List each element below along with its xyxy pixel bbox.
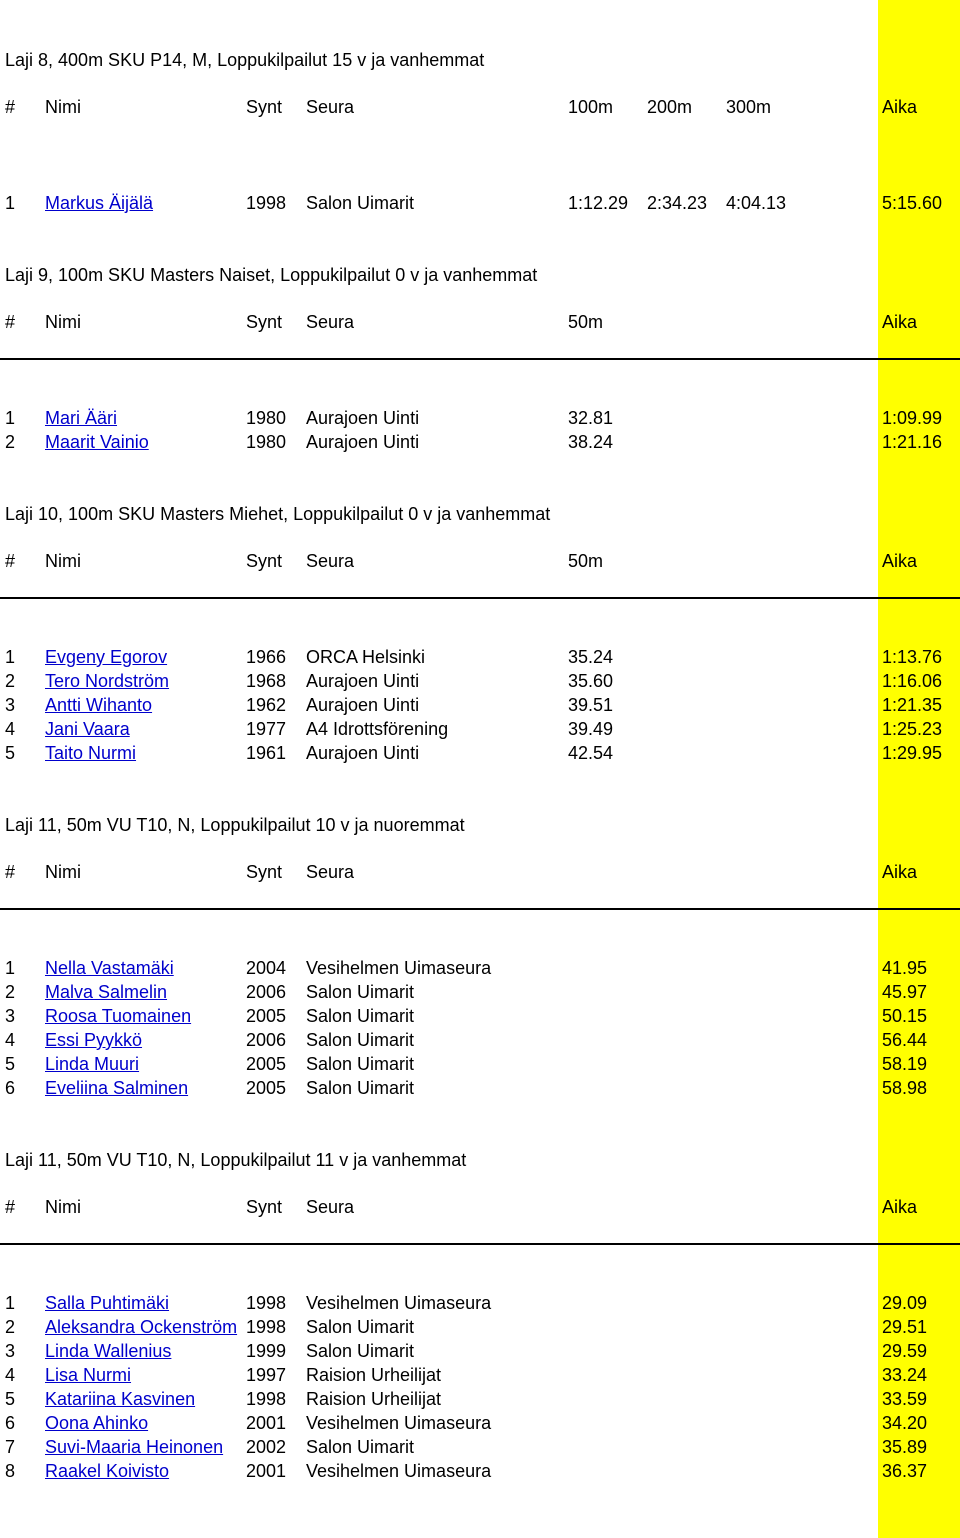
swimmer-name-link[interactable]: Eveliina Salminen — [45, 1078, 189, 1098]
row-time: 41.95 — [882, 958, 928, 978]
row-club: Vesihelmen Uimaseura — [306, 1413, 492, 1433]
row-year: 1999 — [246, 1341, 287, 1361]
row-club: Vesihelmen Uimaseura — [306, 1461, 492, 1481]
row-year: 2005 — [246, 1054, 287, 1074]
row-year: 1998 — [246, 193, 287, 213]
row-year: 2004 — [246, 958, 287, 978]
row-place: 1 — [5, 647, 16, 667]
row-club: Aurajoen Uinti — [306, 408, 420, 428]
row-year: 1961 — [246, 743, 287, 763]
row-year: 1977 — [246, 719, 287, 739]
header-time: Aika — [882, 862, 918, 882]
row-split: 39.49 — [568, 719, 614, 739]
header-time: Aika — [882, 312, 918, 332]
header-time: Aika — [882, 1197, 918, 1217]
row-place: 5 — [5, 1054, 16, 1074]
row-time: 34.20 — [882, 1413, 928, 1433]
header-divider — [0, 597, 960, 599]
header-divider — [0, 358, 960, 360]
row-year: 1998 — [246, 1317, 287, 1337]
row-club: Salon Uimarit — [306, 1030, 415, 1050]
header-name: Nimi — [45, 1197, 81, 1217]
row-year: 1998 — [246, 1293, 287, 1313]
swimmer-name-link[interactable]: Katariina Kasvinen — [45, 1389, 196, 1409]
row-split: 38.24 — [568, 432, 614, 452]
row-time: 5:15.60 — [882, 193, 943, 213]
row-place: 8 — [5, 1461, 16, 1481]
swimmer-name-link[interactable]: Oona Ahinko — [45, 1413, 149, 1433]
row-year: 1998 — [246, 1389, 287, 1409]
row-place: 6 — [5, 1413, 16, 1433]
row-place: 2 — [5, 982, 16, 1002]
header-club: Seura — [306, 862, 355, 882]
header-place: # — [5, 312, 16, 332]
row-club: Salon Uimarit — [306, 1078, 415, 1098]
row-place: 6 — [5, 1078, 16, 1098]
row-club: Aurajoen Uinti — [306, 432, 420, 452]
header-split: 300m — [726, 97, 772, 117]
swimmer-name-link[interactable]: Malva Salmelin — [45, 982, 168, 1002]
row-year: 1980 — [246, 408, 287, 428]
row-place: 1 — [5, 193, 16, 213]
row-time: 1:21.16 — [882, 432, 943, 452]
header-divider — [0, 1243, 960, 1245]
row-year: 1968 — [246, 671, 287, 691]
row-split: 42.54 — [568, 743, 614, 763]
event-title: Laji 11, 50m VU T10, N, Loppukilpailut 10 v ja nuoremmat — [5, 815, 465, 835]
row-split: 35.24 — [568, 647, 614, 667]
row-time: 29.09 — [882, 1293, 928, 1313]
header-name: Nimi — [45, 97, 81, 117]
row-time: 36.37 — [882, 1461, 928, 1481]
row-time: 29.51 — [882, 1317, 928, 1337]
event-section — [0, 502, 960, 765]
row-club: Vesihelmen Uimaseura — [306, 1293, 492, 1313]
header-year: Synt — [246, 862, 283, 882]
swimmer-name-link[interactable]: Roosa Tuomainen — [45, 1006, 192, 1026]
row-place: 4 — [5, 1030, 16, 1050]
header-name: Nimi — [45, 551, 81, 571]
row-time: 1:13.76 — [882, 647, 943, 667]
row-club: Salon Uimarit — [306, 1437, 415, 1457]
swimmer-name-link[interactable]: Suvi-Maaria Heinonen — [45, 1437, 224, 1457]
row-club: ORCA Helsinki — [306, 647, 426, 667]
header-year: Synt — [246, 551, 283, 571]
row-place: 3 — [5, 1341, 16, 1361]
row-split: 4:04.13 — [726, 193, 787, 213]
header-place: # — [5, 551, 16, 571]
event-title: Laji 8, 400m SKU P14, M, Loppukilpailut 15 v ja vanhemmat — [5, 50, 485, 70]
row-time: 29.59 — [882, 1341, 928, 1361]
row-place: 5 — [5, 1389, 16, 1409]
event-title: Laji 11, 50m VU T10, N, Loppukilpailut 11 v ja vanhemmat — [5, 1150, 467, 1170]
swimmer-name-link[interactable]: Antti Wihanto — [45, 695, 153, 715]
row-time: 35.89 — [882, 1437, 928, 1457]
swimmer-name-link[interactable]: Lisa Nurmi — [45, 1365, 132, 1385]
row-place: 4 — [5, 1365, 16, 1385]
row-club: Aurajoen Uinti — [306, 743, 420, 763]
header-split: 200m — [647, 97, 693, 117]
header-year: Synt — [246, 1197, 283, 1217]
header-place: # — [5, 1197, 16, 1217]
row-split: 32.81 — [568, 408, 614, 428]
header-time: Aika — [882, 97, 918, 117]
row-year: 2001 — [246, 1461, 287, 1481]
swimmer-name-link[interactable]: Salla Puhtimäki — [45, 1293, 170, 1313]
header-club: Seura — [306, 551, 355, 571]
row-place: 2 — [5, 432, 16, 452]
row-club: Raision Urheilijat — [306, 1389, 442, 1409]
swimmer-name-link[interactable]: Taito Nurmi — [45, 743, 137, 763]
row-time: 1:09.99 — [882, 408, 943, 428]
header-time: Aika — [882, 551, 918, 571]
header-year: Synt — [246, 312, 283, 332]
row-time: 1:21.35 — [882, 695, 943, 715]
row-club: Aurajoen Uinti — [306, 695, 420, 715]
event-title: Laji 10, 100m SKU Masters Miehet, Loppukilpailut 0 v ja vanhemmat — [5, 504, 551, 524]
row-time: 50.15 — [882, 1006, 928, 1026]
swimmer-name-link[interactable]: Essi Pyykkö — [45, 1030, 143, 1050]
header-split: 100m — [568, 97, 614, 117]
event-section — [0, 1148, 960, 1483]
row-place: 3 — [5, 1006, 16, 1026]
row-time: 45.97 — [882, 982, 928, 1002]
row-time: 33.24 — [882, 1365, 928, 1385]
row-year: 2006 — [246, 1030, 287, 1050]
row-year: 2002 — [246, 1437, 287, 1457]
swimmer-name-link[interactable]: Jani Vaara — [45, 719, 130, 739]
row-place: 1 — [5, 408, 16, 428]
row-year: 1966 — [246, 647, 287, 667]
row-year: 2006 — [246, 982, 287, 1002]
header-club: Seura — [306, 97, 355, 117]
row-club: Salon Uimarit — [306, 1341, 415, 1361]
row-time: 58.19 — [882, 1054, 928, 1074]
row-time: 33.59 — [882, 1389, 928, 1409]
row-club: Salon Uimarit — [306, 193, 415, 213]
row-split: 39.51 — [568, 695, 614, 715]
row-place: 1 — [5, 958, 16, 978]
row-club: Vesihelmen Uimaseura — [306, 958, 492, 978]
row-year: 2005 — [246, 1078, 287, 1098]
header-divider — [0, 908, 960, 910]
swimmer-name-link[interactable]: Tero Nordström — [45, 671, 170, 691]
row-place: 7 — [5, 1437, 16, 1457]
row-time: 58.98 — [882, 1078, 928, 1098]
row-club: Salon Uimarit — [306, 1006, 415, 1026]
swimmer-name-link[interactable]: Maarit Vainio — [45, 432, 149, 452]
header-split: 50m — [568, 312, 604, 332]
row-club: Aurajoen Uinti — [306, 671, 420, 691]
swimmer-name-link[interactable]: Evgeny Egorov — [45, 647, 168, 667]
swimmer-name-link[interactable]: Nella Vastamäki — [45, 958, 174, 978]
row-place: 5 — [5, 743, 16, 763]
header-name: Nimi — [45, 312, 81, 332]
row-club: Salon Uimarit — [306, 1054, 415, 1074]
row-time: 1:16.06 — [882, 671, 943, 691]
header-place: # — [5, 862, 16, 882]
row-club: Raision Urheilijat — [306, 1365, 442, 1385]
header-name: Nimi — [45, 862, 81, 882]
row-place: 1 — [5, 1293, 16, 1313]
event-section — [0, 48, 960, 215]
swimmer-name-link[interactable]: Markus Äijälä — [45, 193, 154, 213]
swimmer-name-link[interactable]: Linda Muuri — [45, 1054, 140, 1074]
header-club: Seura — [306, 1197, 355, 1217]
row-year: 1997 — [246, 1365, 287, 1385]
row-place: 3 — [5, 695, 16, 715]
row-club: Salon Uimarit — [306, 1317, 415, 1337]
header-year: Synt — [246, 97, 283, 117]
row-year: 1962 — [246, 695, 287, 715]
row-place: 4 — [5, 719, 16, 739]
event-title: Laji 9, 100m SKU Masters Naiset, Loppukilpailut 0 v ja vanhemmat — [5, 265, 538, 285]
row-split: 2:34.23 — [647, 193, 708, 213]
row-time: 1:25.23 — [882, 719, 943, 739]
swimmer-name-link[interactable]: Linda Wallenius — [45, 1341, 172, 1361]
row-place: 2 — [5, 671, 16, 691]
row-time: 1:29.95 — [882, 743, 943, 763]
row-year: 1980 — [246, 432, 287, 452]
row-place: 2 — [5, 1317, 16, 1337]
swimmer-name-link[interactable]: Aleksandra Ockenström — [45, 1317, 238, 1337]
row-club: Salon Uimarit — [306, 982, 415, 1002]
swimmer-name-link[interactable]: Mari Ääri — [45, 408, 118, 428]
event-section — [0, 813, 960, 1100]
header-split: 50m — [568, 551, 604, 571]
row-split: 1:12.29 — [568, 193, 629, 213]
row-club: A4 Idrottsförening — [306, 719, 449, 739]
event-section — [0, 263, 960, 454]
header-place: # — [5, 97, 16, 117]
row-year: 2005 — [246, 1006, 287, 1026]
swimmer-name-link[interactable]: Raakel Koivisto — [45, 1461, 170, 1481]
header-club: Seura — [306, 312, 355, 332]
row-split: 35.60 — [568, 671, 614, 691]
row-year: 2001 — [246, 1413, 287, 1433]
row-time: 56.44 — [882, 1030, 928, 1050]
